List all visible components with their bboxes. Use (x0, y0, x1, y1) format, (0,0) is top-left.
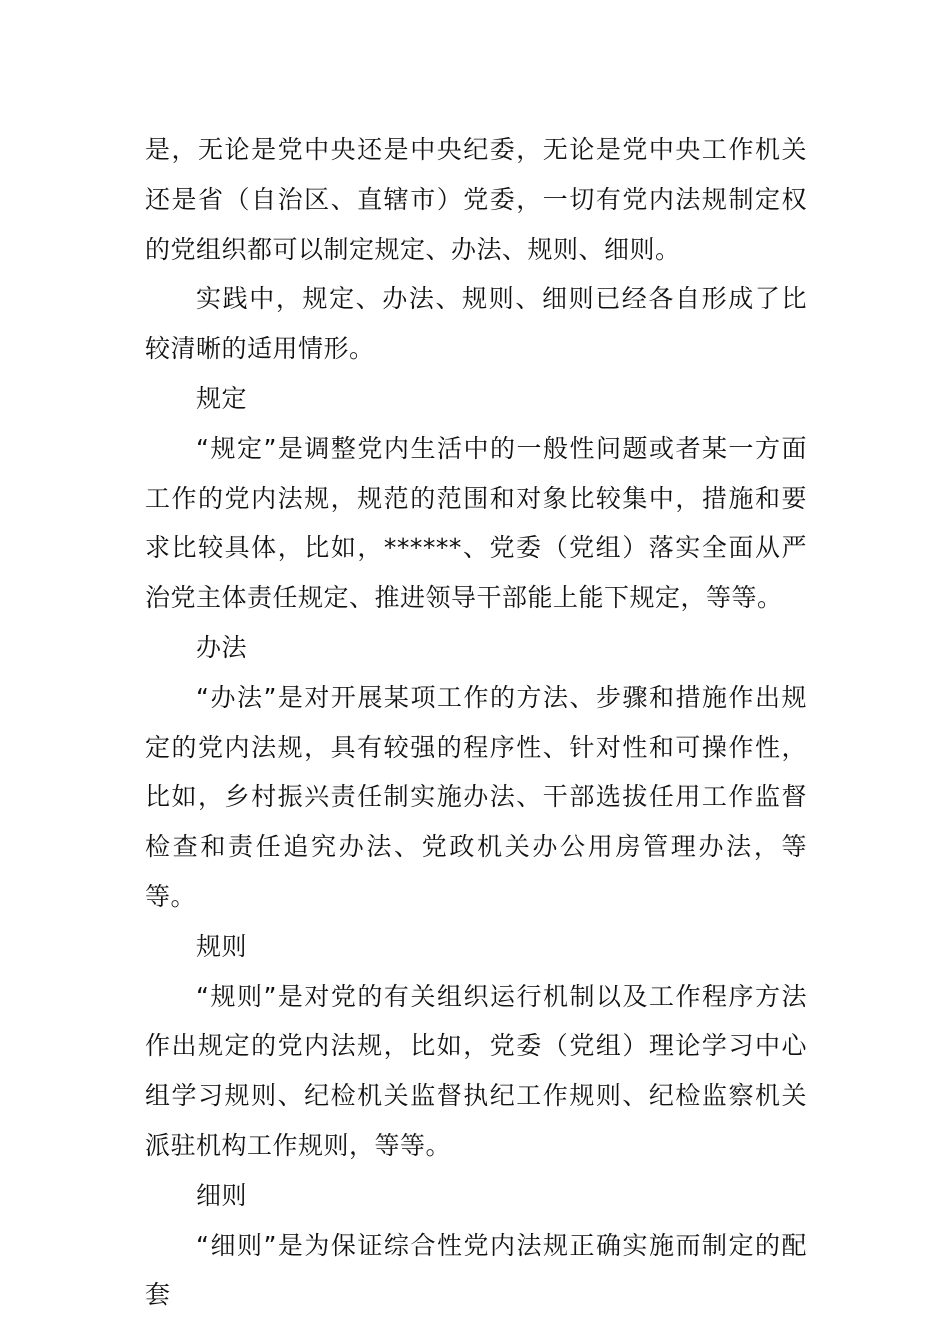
paragraph-rules: “规则”是对党的有关组织运行机制以及工作程序方法作出规定的党内法规，比如，党委（党组）理论学习中心组学习规则、纪检机关监督执纪工作规则、纪检监察机关派驻机构工作规则，等等。 (145, 981, 807, 1160)
heading-rules: 规则 (196, 931, 248, 961)
paragraph-practice: 实践中，规定、办法、规则、细则已经各自形成了比较清晰的适用情形。 (145, 284, 807, 364)
heading-measures: 办法 (196, 632, 248, 662)
paragraph-detailed-rules: “细则”是为保证综合性党内法规正确实施而制定的配套 (145, 1230, 807, 1310)
paragraph-guiding: “规定”是调整党内生活中的一般性问题或者某一方面工作的党内法规，规范的范围和对象比较集中，措施和要求比较具体，比如，******、党委（党组）落实全面从严治党主体责任规定、推进领导干部能上能下规定，等等。 (145, 433, 807, 613)
paragraph-continuation: 是，无论是党中央还是中央纪委，无论是党中央工作机关还是省（自治区、直辖市）党委，一切有党内法规制定权的党组织都可以制定规定、办法、规则、细则。 (145, 135, 807, 264)
heading-detailed-rules: 细则 (196, 1180, 248, 1210)
heading-guiding: 规定 (196, 383, 248, 413)
paragraph-measures: “办法”是对开展某项工作的方法、步骤和措施作出规定的党内法规，具有较强的程序性、针对性和可操作性，比如，乡村振兴责任制实施办法、干部选拔任用工作监督检查和责任追究办法、党政机关办公用房管理办法，等等。 (145, 682, 807, 911)
document-page (145, 125, 807, 1320)
